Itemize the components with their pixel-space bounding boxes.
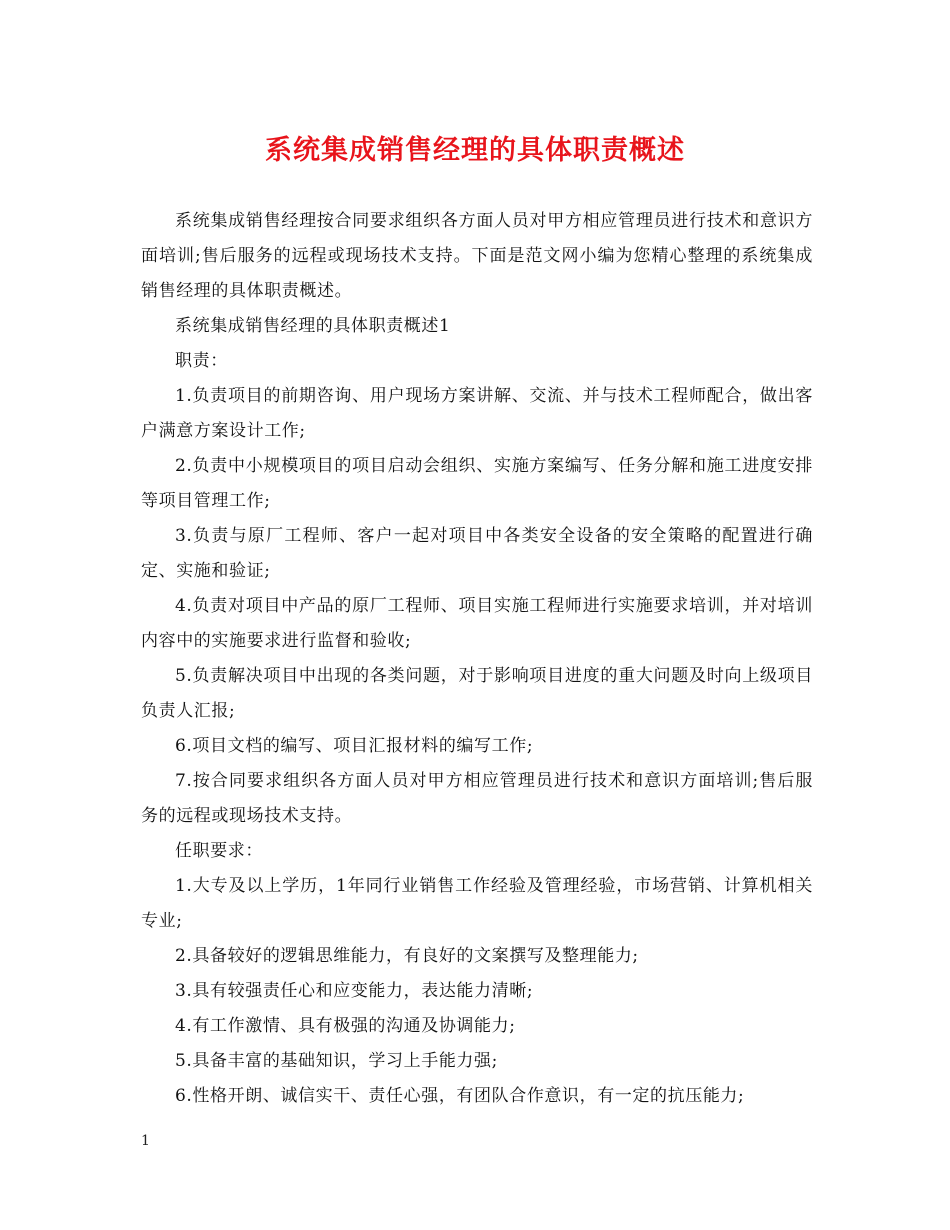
duties-heading: 职责：: [175, 351, 228, 371]
duty-item: 6.项目文档的编写、项目汇报材料的编写工作;: [175, 736, 534, 756]
requirement-item: 1.大专及以上学历，1年同行业销售工作经验及管理经验，市场营销、计算机相关专业;: [141, 876, 813, 931]
requirements-heading: 任职要求：: [175, 841, 263, 861]
page-title: 系统集成销售经理的具体职责概述: [265, 135, 685, 166]
duty-item: 7.按合同要求组织各方面人员对甲方相应管理员进行技术和意识方面培训;售后服务的远程或现场技术支持。: [141, 771, 813, 826]
page-number: 1: [141, 1133, 150, 1149]
requirement-item: 2.具备较好的逻辑思维能力，有良好的文案撰写及整理能力;: [175, 946, 639, 966]
requirement-item: 4.有工作激情、具有极强的沟通及协调能力;: [175, 1016, 516, 1036]
document-body: [141, 204, 813, 1114]
intro-paragraph: 系统集成销售经理按合同要求组织各方面人员对甲方相应管理员进行技术和意识方面培训;售后服务的远程或现场技术支持。下面是范文网小编为您精心整理的系统集成销售经理的具体职责概述。: [141, 211, 813, 301]
requirement-item: 6.性格开朗、诚信实干、责任心强，有团队合作意识，有一定的抗压能力;: [175, 1086, 745, 1106]
requirement-item: 3.具有较强责任心和应变能力，表达能力清晰;: [175, 981, 534, 1001]
section-heading: 系统集成销售经理的具体职责概述1: [175, 316, 451, 336]
duty-item: 2.负责中小规模项目的项目启动会组织、实施方案编写、任务分解和施工进度安排等项目管理工作;: [141, 456, 813, 511]
duty-item: 3.负责与原厂工程师、客户一起对项目中各类安全设备的安全策略的配置进行确定、实施和验证;: [141, 526, 813, 581]
duty-item: 1.负责项目的前期咨询、用户现场方案讲解、交流、并与技术工程师配合，做出客户满意方案设计工作;: [141, 386, 813, 441]
requirement-item: 5.具备丰富的基础知识，学习上手能力强;: [175, 1051, 498, 1071]
duty-item: 4.负责对项目中产品的原厂工程师、项目实施工程师进行实施要求培训，并对培训内容中的实施要求进行监督和验收;: [141, 596, 813, 651]
duty-item: 5.负责解决项目中出现的各类问题，对于影响项目进度的重大问题及时向上级项目负责人汇报;: [141, 666, 813, 721]
